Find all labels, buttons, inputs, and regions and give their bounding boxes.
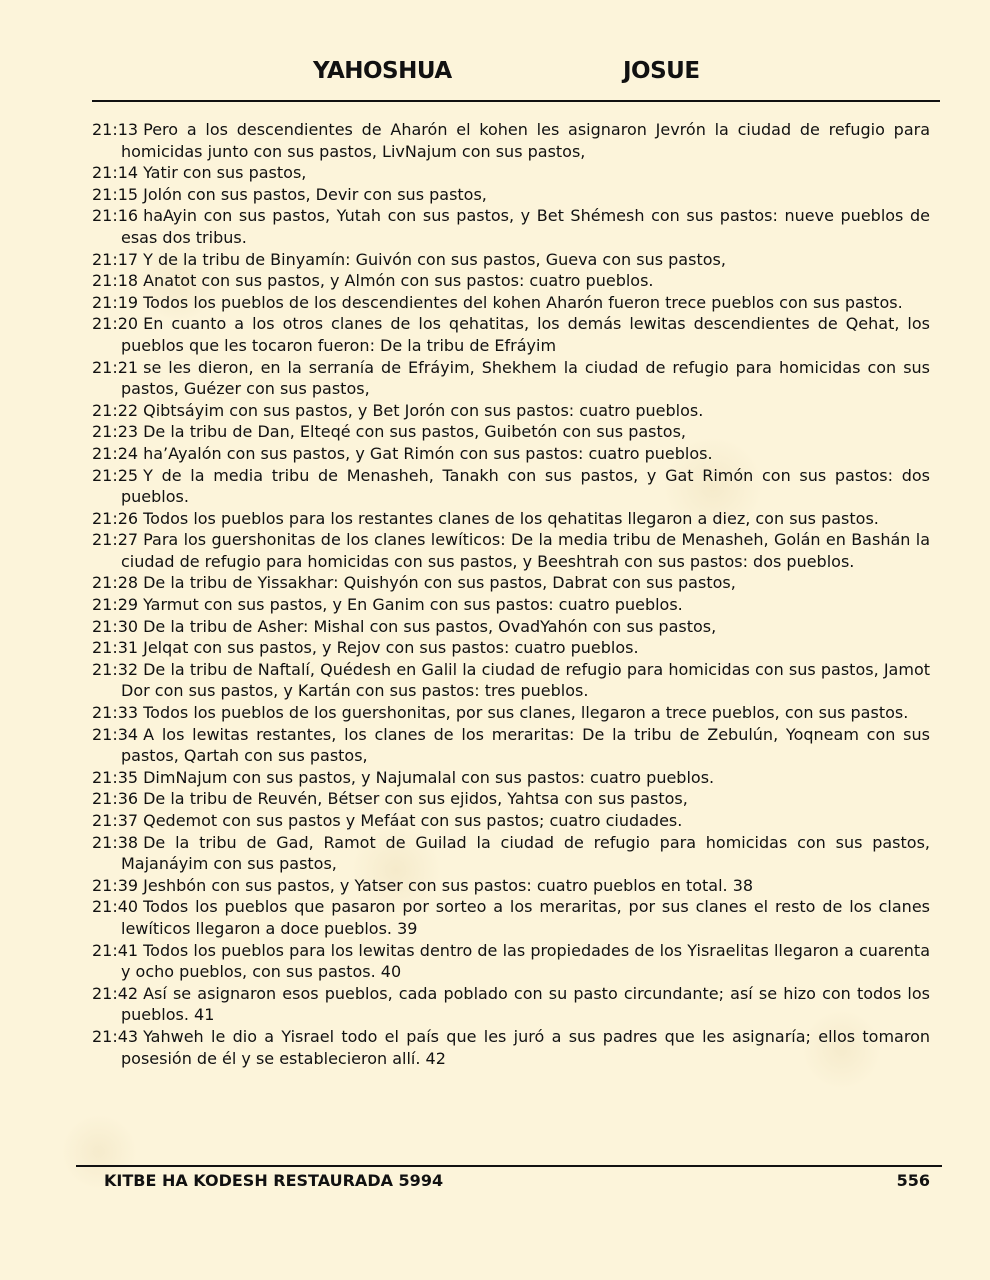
verse-reference: 21:43 [92, 1026, 139, 1046]
page-footer [104, 1171, 930, 1195]
verse [92, 724, 930, 767]
verse-text: Qedemot con sus pastos y Mefáat con sus pastos; cuatro ciudades. [143, 811, 683, 830]
verse-text: De la tribu de Naftalí, Quédesh en Galil la ciudad de refugio para homicidas con sus pastos, Jamot Dor con sus pastos, y Kartán con sus pastos: tres pueblos. [121, 659, 930, 701]
verse-reference: 21:29 [92, 595, 139, 615]
verse-reference: 21:37 [92, 811, 139, 830]
verse-reference: 21:16 [92, 206, 139, 226]
verse-text: Todos los pueblos que pasaron por sorteo a los meraritas, por sus clanes el resto de los clanes lewíticos llegaron a doce pueblos. 39 [121, 897, 930, 938]
verse-text: De la tribu de Reuvén, Bétser con sus ejidos, Yahtsa con sus pastos, [143, 789, 688, 809]
verse-text: Yarmut con sus pastos, y En Ganim con sus pastos: cuatro pueblos. [143, 595, 683, 615]
verse-text: Qibtsáyim con sus pastos, y Bet Jorón con sus pastos: cuatro pueblos. [143, 400, 704, 420]
verse [92, 983, 930, 1026]
verse-text: Así se asignaron esos pueblos, cada poblado con su pasto circundante; así se hizo con todos los pueblos. 41 [121, 983, 930, 1025]
verse [92, 119, 930, 162]
verse-text: De la tribu de Yissakhar: Quishyón con sus pastos, Dabrat con sus pastos, [143, 573, 736, 593]
verse [92, 313, 930, 356]
verse [92, 465, 930, 508]
verse-text: A los lewitas restantes, los clanes de los meraritas: De la tribu de Zebulún, Yoqneam con sus pastos, Qartah con sus pastos, [121, 724, 930, 766]
verse-list [92, 119, 930, 1069]
verse-reference: 21:38 [92, 832, 139, 852]
header-book-title-spanish: JOSUE [623, 58, 700, 84]
verse [92, 421, 930, 443]
verse-reference: 21:24 [92, 443, 139, 463]
verse [92, 508, 930, 530]
verse-text: Y de la tribu de Binyamín: Guivón con sus pastos, Gueva con sus pastos, [143, 249, 726, 269]
verse-reference: 21:13 [92, 120, 139, 139]
verse-reference: 21:17 [92, 249, 139, 269]
verse [92, 443, 930, 465]
verse [92, 767, 930, 789]
verse-reference: 21:26 [92, 508, 139, 528]
verse-text: De la tribu de Dan, Elteqé con sus pastos, Guibetón con sus pastos, [143, 422, 686, 442]
verse-text: Y de la media tribu de Menasheh, Tanakh con sus pastos, y Gat Rimón con sus pastos: dos pueblos. [121, 465, 930, 507]
verse-reference: 21:28 [92, 573, 139, 593]
verse [92, 572, 930, 594]
verse-reference: 21:33 [92, 703, 139, 723]
verse-text: Jeshbón con sus pastos, y Yatser con sus pastos: cuatro pueblos en total. 38 [143, 875, 754, 895]
verse-reference: 21:42 [92, 983, 139, 1003]
verse [92, 292, 930, 314]
verse-reference: 21:41 [92, 940, 139, 960]
verse [92, 616, 930, 638]
header-book-title-hebrew: YAHOSHUA [313, 58, 452, 84]
page-header [92, 58, 940, 88]
verse [92, 162, 930, 184]
verse-reference: 21:14 [92, 163, 139, 183]
verse-reference: 21:19 [92, 292, 139, 312]
verse-text: haAyin con sus pastos, Yutah con sus pastos, y Bet Shémesh con sus pastos: nueve pueblos de esas dos tribus. [121, 206, 930, 247]
verse [92, 875, 930, 897]
verse [92, 659, 930, 702]
verse-text: Yahweh le dio a Yisrael todo el país que les juró a sus padres que les asignaría; ellos tomaron posesión de él y se establecieron allí. 42 [121, 1026, 930, 1068]
verse [92, 940, 930, 983]
verse [92, 702, 930, 724]
verse-text: Todos los pueblos para los restantes clanes de los qehatitas llegaron a diez, con sus pastos. [143, 508, 879, 528]
footer-divider [76, 1165, 942, 1167]
verse-reference: 21:34 [92, 724, 139, 744]
verse-text: De la tribu de Asher: Mishal con sus pastos, OvadYahón con sus pastos, [143, 616, 717, 636]
verse-text: se les dieron, en la serranía de Efráyim, Shekhem la ciudad de refugio para homicidas con sus pastos, Guézer con sus pastos, [121, 357, 930, 399]
verse-reference: 21:39 [92, 875, 139, 895]
verse-text: Jolón con sus pastos, Devir con sus pastos, [143, 184, 487, 204]
verse-reference: 21:40 [92, 897, 139, 917]
verse [92, 810, 930, 832]
verse-reference: 21:32 [92, 659, 139, 679]
verse [92, 400, 930, 422]
verse-text: Todos los pueblos de los guershonitas, por sus clanes, llegaron a trece pueblos, con sus pastos. [143, 703, 909, 723]
footer-book-name: KITBE HA KODESH RESTAURADA 5994 [104, 1171, 444, 1190]
verse [92, 594, 930, 616]
verse-text: Anatot con sus pastos, y Almón con sus pastos: cuatro pueblos. [143, 271, 654, 291]
verse [92, 832, 930, 875]
verse [92, 270, 930, 292]
verse-text: Todos los pueblos para los lewitas dentro de las propiedades de los Yisraelitas llegaron a cuarenta y ocho pueblos, con sus pastos. 40 [121, 940, 930, 982]
verse [92, 788, 930, 810]
verse-reference: 21:25 [92, 465, 139, 485]
verse [92, 637, 930, 659]
verse-reference: 21:31 [92, 638, 139, 658]
verse-reference: 21:36 [92, 789, 139, 809]
verse [92, 529, 930, 572]
verse-text: DimNajum con sus pastos, y Najumalal con sus pastos: cuatro pueblos. [143, 767, 715, 787]
verse-text: Jelqat con sus pastos, y Rejov con sus pastos: cuatro pueblos. [143, 638, 639, 658]
verse [92, 1026, 930, 1069]
verse-reference: 21:15 [92, 184, 139, 204]
verse-text: Pero a los descendientes de Aharón el kohen les asignaron Jevrón la ciudad de refugio para homicidas junto con sus pastos, LivNajum con sus pastos, [121, 120, 930, 161]
verse-reference: 21:20 [92, 314, 139, 334]
page-number: 556 [896, 1171, 930, 1190]
verse [92, 896, 930, 939]
verse-text: Yatir con sus pastos, [143, 163, 307, 183]
verse-text: Todos los pueblos de los descendientes del kohen Aharón fueron trece pueblos con sus pastos. [143, 292, 903, 312]
verse-text: Para los guershonitas de los clanes lewíticos: De la media tribu de Menasheh, Golán en Bashán la ciudad de refugio para homicidas con sus pastos, y Beeshtrah con sus pastos: dos pueblos. [121, 530, 930, 571]
verse-text: De la tribu de Gad, Ramot de Guilad la ciudad de refugio para homicidas con sus pastos, Majanáyim con sus pastos, [121, 832, 930, 874]
verse [92, 357, 930, 400]
header-divider [92, 100, 940, 102]
verse-text: En cuanto a los otros clanes de los qehatitas, los demás lewitas descendientes de Qehat, los pueblos que les tocaron fueron: De la tribu de Efráyim [121, 314, 930, 355]
verse-reference: 21:27 [92, 530, 139, 550]
verse [92, 184, 930, 206]
verse-text: ha’Ayalón con sus pastos, y Gat Rimón con sus pastos: cuatro pueblos. [143, 443, 713, 463]
verse-reference: 21:18 [92, 271, 139, 291]
verse-reference: 21:23 [92, 422, 139, 442]
verse [92, 205, 930, 248]
verse-reference: 21:30 [92, 616, 139, 636]
verse-reference: 21:21 [92, 357, 139, 377]
verse-reference: 21:22 [92, 400, 139, 420]
verse [92, 249, 930, 271]
verse-reference: 21:35 [92, 767, 139, 787]
